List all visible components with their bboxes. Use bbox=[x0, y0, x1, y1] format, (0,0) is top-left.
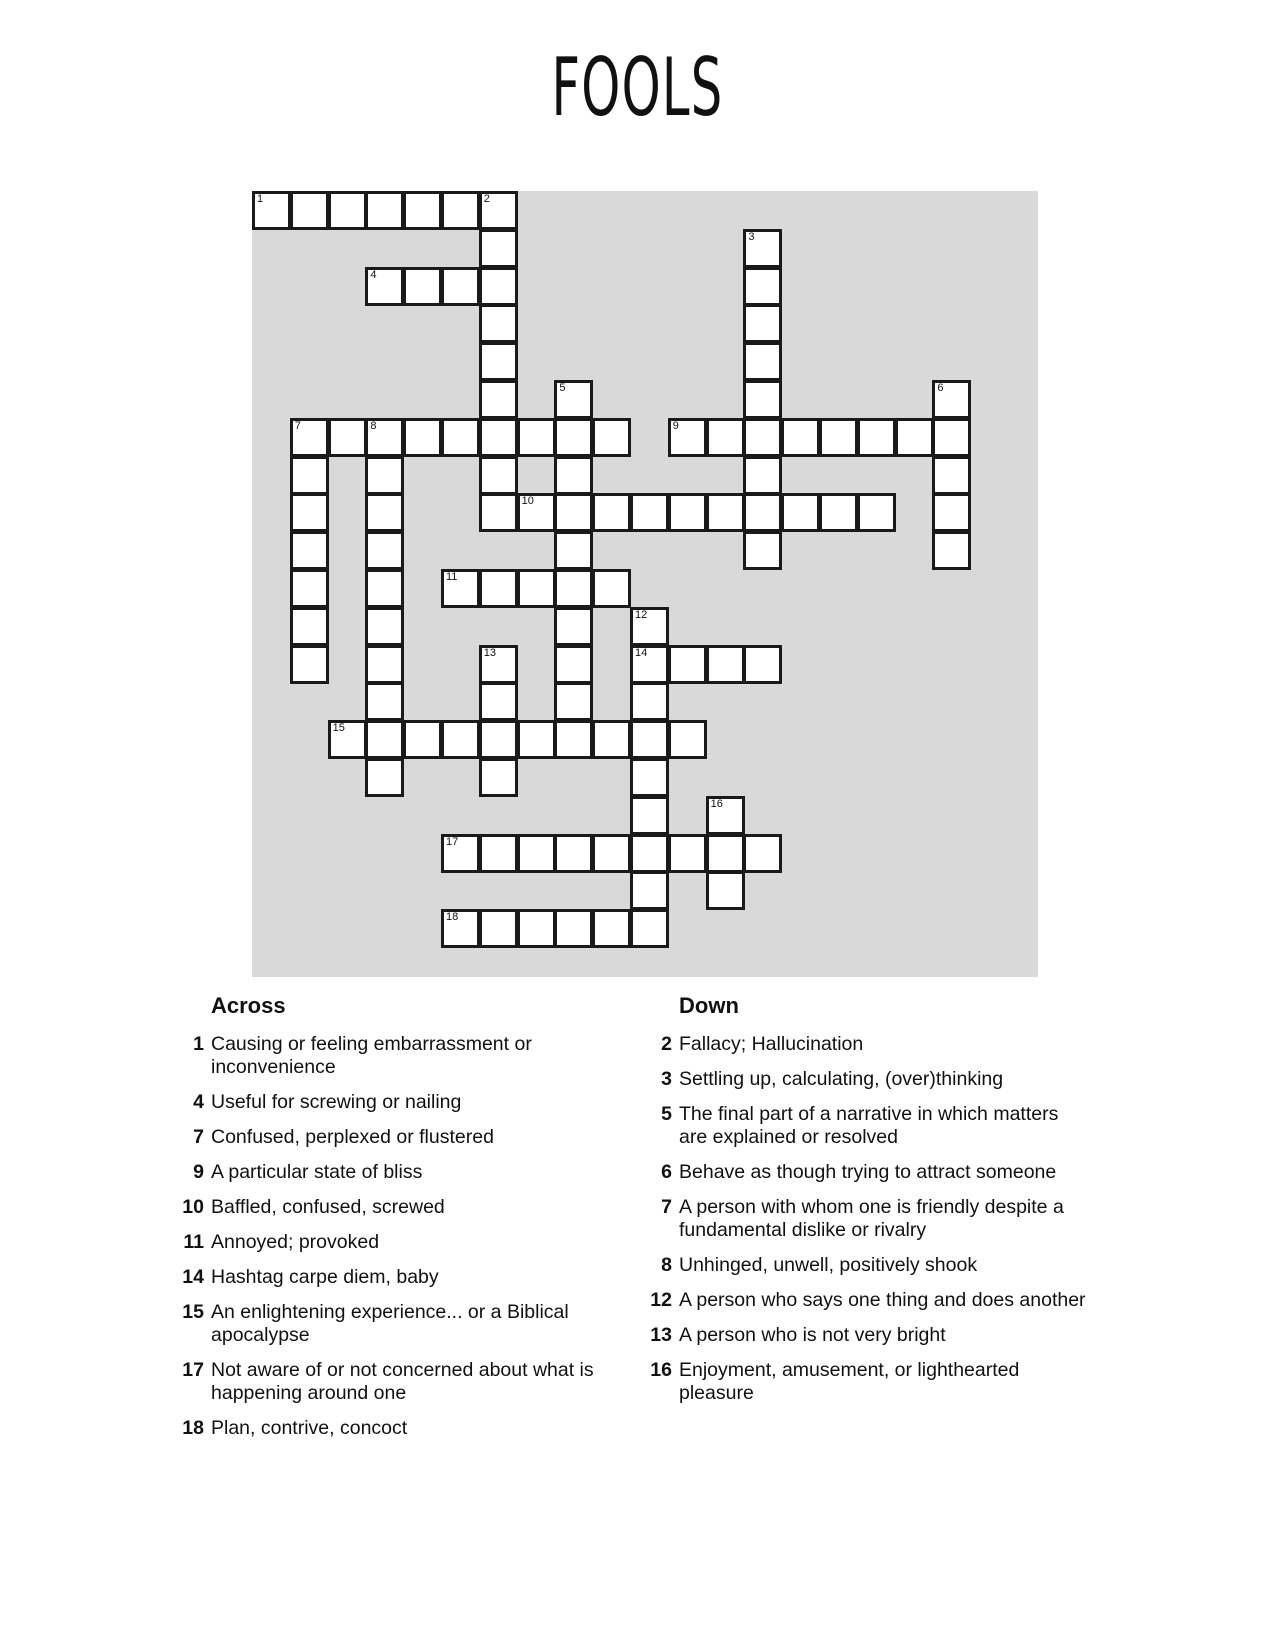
clue-number: 18 bbox=[182, 1417, 204, 1439]
grid-cell[interactable] bbox=[857, 493, 896, 532]
across-clue-1 bbox=[180, 1033, 620, 1079]
cell-number: 10 bbox=[521, 495, 534, 508]
down-clues bbox=[648, 993, 1088, 1417]
grid-cell[interactable] bbox=[290, 645, 329, 684]
grid-cell[interactable] bbox=[479, 191, 518, 230]
cell-number: 18 bbox=[446, 911, 459, 924]
grid-cell[interactable] bbox=[365, 758, 404, 797]
across-clue-4 bbox=[180, 1091, 620, 1114]
grid-cell[interactable] bbox=[479, 342, 518, 381]
clue-number: 5 bbox=[661, 1103, 672, 1125]
grid-cell[interactable] bbox=[743, 304, 782, 343]
grid-cell[interactable] bbox=[743, 380, 782, 419]
grid-cell[interactable] bbox=[441, 569, 480, 608]
clue-text: Confused, perplexed or flustered bbox=[211, 1126, 494, 1148]
across-clue-7 bbox=[180, 1126, 620, 1149]
grid-cell[interactable] bbox=[781, 418, 820, 457]
grid-cell[interactable] bbox=[895, 418, 934, 457]
across-clue-14 bbox=[180, 1266, 620, 1289]
grid-cell[interactable] bbox=[328, 191, 367, 230]
grid-cell[interactable] bbox=[554, 456, 593, 495]
across-clue-10 bbox=[180, 1196, 620, 1219]
clue-number: 6 bbox=[661, 1161, 672, 1183]
grid-cell[interactable] bbox=[441, 191, 480, 230]
grid-cell[interactable] bbox=[365, 493, 404, 532]
grid-cell[interactable] bbox=[554, 418, 593, 457]
down-clue-2 bbox=[648, 1033, 1088, 1056]
grid-cell[interactable] bbox=[592, 720, 631, 759]
cell-number: 13 bbox=[483, 646, 497, 659]
grid-cell[interactable] bbox=[252, 191, 291, 230]
clue-text: A person with whom one is friendly despite a fundamental dislike or rivalry bbox=[679, 1196, 1064, 1241]
cell-number: 7 bbox=[294, 419, 301, 432]
grid-cell[interactable] bbox=[706, 418, 745, 457]
grid-cell[interactable] bbox=[403, 720, 442, 759]
grid-cell[interactable] bbox=[365, 682, 404, 721]
clue-text: Annoyed; provoked bbox=[211, 1231, 380, 1253]
down-clue-6 bbox=[648, 1161, 1088, 1184]
clue-text: Settling up, calculating, (over)thinking bbox=[679, 1068, 1004, 1090]
grid-cell[interactable] bbox=[554, 493, 593, 532]
across-clue-11 bbox=[180, 1231, 620, 1254]
grid-cell[interactable] bbox=[630, 682, 669, 721]
grid-cell[interactable] bbox=[365, 720, 404, 759]
clue-text: Unhinged, unwell, positively shook bbox=[679, 1254, 978, 1276]
grid-cell[interactable] bbox=[743, 229, 782, 268]
grid-cell[interactable] bbox=[479, 493, 518, 532]
grid-cell[interactable] bbox=[479, 229, 518, 268]
grid-cell[interactable] bbox=[743, 342, 782, 381]
clue-number: 3 bbox=[661, 1068, 672, 1090]
grid-cell[interactable] bbox=[630, 871, 669, 910]
grid-cell[interactable] bbox=[706, 796, 745, 835]
grid-cell[interactable] bbox=[743, 418, 782, 457]
grid-cell[interactable] bbox=[479, 909, 518, 948]
clue-text: Fallacy; Hallucination bbox=[679, 1033, 864, 1055]
clue-text: Useful for screwing or nailing bbox=[211, 1091, 462, 1113]
grid-cell[interactable] bbox=[592, 834, 631, 873]
grid-cell[interactable] bbox=[479, 720, 518, 759]
grid-cell[interactable] bbox=[479, 834, 518, 873]
grid-cell[interactable] bbox=[554, 531, 593, 570]
cell-number: 3 bbox=[748, 230, 755, 243]
grid-cell[interactable] bbox=[479, 645, 518, 684]
grid-cell[interactable] bbox=[668, 834, 707, 873]
grid-cell[interactable] bbox=[743, 531, 782, 570]
grid-cell[interactable] bbox=[479, 418, 518, 457]
clue-text: Baffled, confused, screwed bbox=[211, 1196, 445, 1218]
grid-cell[interactable] bbox=[554, 909, 593, 948]
grid-cell[interactable] bbox=[819, 493, 858, 532]
grid-cell[interactable] bbox=[554, 834, 593, 873]
down-clue-8 bbox=[648, 1254, 1088, 1277]
grid-cell[interactable] bbox=[630, 645, 669, 684]
grid-cell[interactable] bbox=[630, 493, 669, 532]
grid-cell[interactable] bbox=[479, 380, 518, 419]
grid-cell[interactable] bbox=[517, 909, 556, 948]
grid-cell[interactable] bbox=[441, 909, 480, 948]
grid-cell[interactable] bbox=[554, 380, 593, 419]
grid-cell[interactable] bbox=[668, 493, 707, 532]
grid-cell[interactable] bbox=[365, 531, 404, 570]
grid-cell[interactable] bbox=[517, 418, 556, 457]
clue-text: A person who is not very bright bbox=[679, 1324, 946, 1346]
clue-number: 2 bbox=[661, 1033, 672, 1055]
down-clue-13 bbox=[648, 1324, 1088, 1347]
grid-cell[interactable] bbox=[743, 645, 782, 684]
grid-cell[interactable] bbox=[290, 569, 329, 608]
cell-number: 5 bbox=[559, 382, 566, 394]
grid-cell[interactable] bbox=[932, 418, 971, 457]
grid-cell[interactable] bbox=[630, 758, 669, 797]
grid-cell[interactable] bbox=[479, 758, 518, 797]
cell-number: 12 bbox=[635, 608, 648, 621]
grid-cell[interactable] bbox=[743, 456, 782, 495]
grid-cell[interactable] bbox=[630, 909, 669, 948]
down-heading: Down bbox=[679, 993, 739, 1018]
grid-cell[interactable] bbox=[517, 493, 556, 532]
cell-number: 15 bbox=[332, 722, 345, 735]
grid-cell[interactable] bbox=[743, 493, 782, 532]
grid-cell[interactable] bbox=[290, 531, 329, 570]
cell-number: 16 bbox=[710, 797, 723, 810]
cell-number: 4 bbox=[370, 268, 377, 281]
across-heading: Across bbox=[211, 993, 286, 1018]
grid-cell[interactable] bbox=[290, 418, 329, 457]
grid-cell[interactable] bbox=[365, 607, 404, 646]
across-clue-15 bbox=[180, 1301, 620, 1347]
grid-cell[interactable] bbox=[932, 380, 971, 419]
grid-cell[interactable] bbox=[857, 418, 896, 457]
grid-cell[interactable] bbox=[290, 493, 329, 532]
grid-cell[interactable] bbox=[706, 871, 745, 910]
clue-number: 1 bbox=[193, 1033, 204, 1055]
down-clue-16 bbox=[648, 1359, 1088, 1405]
cell-number: 8 bbox=[370, 419, 377, 432]
grid-cell[interactable] bbox=[781, 493, 820, 532]
grid-cell[interactable] bbox=[592, 493, 631, 532]
grid-cell[interactable] bbox=[668, 418, 707, 457]
grid-cell[interactable] bbox=[554, 720, 593, 759]
grid-cell[interactable] bbox=[932, 531, 971, 570]
clue-number: 14 bbox=[182, 1266, 204, 1288]
clue-text: A person who says one thing and does another bbox=[679, 1289, 1086, 1311]
cell-number: 14 bbox=[635, 646, 648, 659]
grid-cell[interactable] bbox=[630, 834, 669, 873]
grid-cell[interactable] bbox=[441, 267, 480, 306]
down-clue-7 bbox=[648, 1196, 1088, 1242]
clue-text: The final part of a narrative in which matters are explained or resolved bbox=[679, 1103, 1059, 1148]
across-clue-18 bbox=[180, 1417, 620, 1440]
grid-cell[interactable] bbox=[554, 607, 593, 646]
down-clue-12 bbox=[648, 1289, 1088, 1312]
grid-cell[interactable] bbox=[592, 418, 631, 457]
clue-number: 12 bbox=[650, 1289, 672, 1311]
clue-number: 4 bbox=[193, 1091, 204, 1113]
grid-cell[interactable] bbox=[554, 569, 593, 608]
grid-cell[interactable] bbox=[403, 191, 442, 230]
clue-text: Behave as though trying to attract someone bbox=[679, 1161, 1057, 1183]
down-clue-3 bbox=[648, 1068, 1088, 1091]
grid-cell[interactable] bbox=[290, 607, 329, 646]
grid-cell[interactable] bbox=[554, 682, 593, 721]
clue-number: 11 bbox=[183, 1231, 204, 1253]
cell-number: 17 bbox=[446, 835, 459, 848]
grid-cell[interactable] bbox=[706, 645, 745, 684]
puzzle-title: FOOLS bbox=[551, 41, 724, 134]
grid-cell[interactable] bbox=[290, 191, 329, 230]
across-clue-9 bbox=[180, 1161, 620, 1184]
cell-number: 6 bbox=[937, 382, 944, 394]
clue-number: 13 bbox=[650, 1324, 672, 1346]
grid-cell[interactable] bbox=[479, 304, 518, 343]
down-clue-5 bbox=[648, 1103, 1088, 1149]
grid-cell[interactable] bbox=[706, 493, 745, 532]
clue-number: 10 bbox=[182, 1196, 204, 1218]
grid-cell[interactable] bbox=[479, 456, 518, 495]
cell-number: 1 bbox=[257, 193, 264, 205]
cell-number: 9 bbox=[672, 419, 679, 432]
clue-text: An enlightening experience... or a Biblical apocalypse bbox=[211, 1301, 569, 1346]
clue-text: Hashtag carpe diem, baby bbox=[211, 1266, 439, 1288]
grid-cell[interactable] bbox=[479, 682, 518, 721]
clue-text: Not aware of or not concerned about what is happening around one bbox=[211, 1359, 594, 1404]
across-clues bbox=[180, 993, 620, 1452]
grid-cell[interactable] bbox=[365, 645, 404, 684]
grid-cell[interactable] bbox=[479, 267, 518, 306]
grid-cell[interactable] bbox=[365, 456, 404, 495]
grid-cell[interactable] bbox=[441, 720, 480, 759]
grid-cell[interactable] bbox=[290, 456, 329, 495]
grid-cell[interactable] bbox=[630, 720, 669, 759]
grid-cell[interactable] bbox=[365, 191, 404, 230]
grid-cell[interactable] bbox=[517, 834, 556, 873]
grid-cell[interactable] bbox=[403, 267, 442, 306]
grid-cell[interactable] bbox=[365, 418, 404, 457]
grid-cell[interactable] bbox=[743, 267, 782, 306]
clue-number: 7 bbox=[661, 1196, 672, 1218]
clue-number: 8 bbox=[661, 1254, 672, 1276]
cell-number: 2 bbox=[483, 193, 490, 205]
grid-cell[interactable] bbox=[630, 607, 669, 646]
grid-cell[interactable] bbox=[668, 720, 707, 759]
grid-cell[interactable] bbox=[932, 493, 971, 532]
clue-number: 17 bbox=[182, 1359, 204, 1381]
grid-cell[interactable] bbox=[554, 645, 593, 684]
grid-cell[interactable] bbox=[328, 418, 367, 457]
grid-cell[interactable] bbox=[592, 909, 631, 948]
clue-number: 15 bbox=[182, 1301, 204, 1323]
grid-cell[interactable] bbox=[365, 267, 404, 306]
across-clue-17 bbox=[180, 1359, 620, 1405]
clue-text: A particular state of bliss bbox=[211, 1161, 423, 1183]
grid-cell[interactable] bbox=[743, 834, 782, 873]
grid-cell[interactable] bbox=[668, 645, 707, 684]
grid-cell[interactable] bbox=[592, 569, 631, 608]
clue-number: 16 bbox=[650, 1359, 672, 1381]
cell-number: 11 bbox=[446, 571, 458, 583]
grid-cell[interactable] bbox=[517, 720, 556, 759]
grid-cell[interactable] bbox=[479, 569, 518, 608]
grid-cell[interactable] bbox=[706, 834, 745, 873]
grid-cell[interactable] bbox=[441, 418, 480, 457]
grid-cell[interactable] bbox=[403, 418, 442, 457]
clue-number: 9 bbox=[193, 1161, 204, 1183]
clue-text: Causing or feeling embarrassment or inconvenience bbox=[211, 1033, 532, 1078]
grid-cell[interactable] bbox=[819, 418, 858, 457]
grid-cell[interactable] bbox=[630, 796, 669, 835]
grid-cell[interactable] bbox=[365, 569, 404, 608]
grid-cell[interactable] bbox=[517, 569, 556, 608]
clue-number: 7 bbox=[193, 1126, 204, 1148]
crossword-grid bbox=[252, 191, 1038, 977]
grid-cell[interactable] bbox=[932, 456, 971, 495]
grid-cell[interactable] bbox=[328, 720, 367, 759]
clue-text: Enjoyment, amusement, or lighthearted pleasure bbox=[679, 1359, 1020, 1404]
grid-cell[interactable] bbox=[441, 834, 480, 873]
clue-text: Plan, contrive, concoct bbox=[211, 1417, 408, 1439]
